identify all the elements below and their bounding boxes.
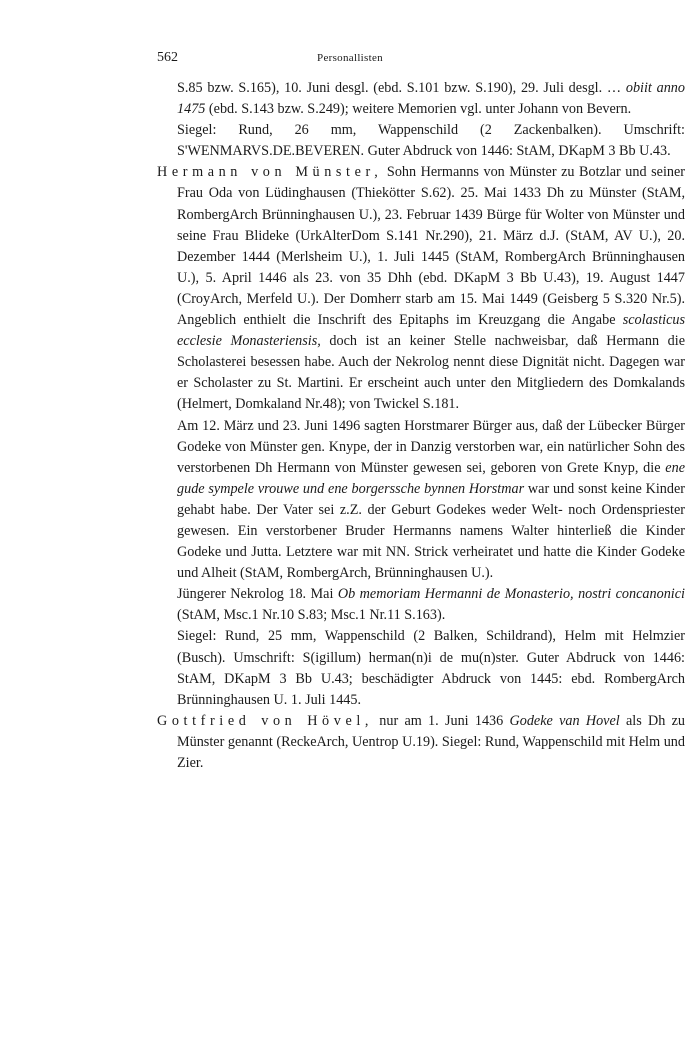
paragraph-nekrolog xyxy=(157,584,685,626)
entry-name: Gottfried von Hövel, xyxy=(157,712,374,729)
paragraph-siegel-hermann: Siegel: Rund, 25 mm, Wappenschild (2 Balken, Schildrand), Helm mit Helmzier (Busch). Umschrift: S(igillum) herman(n)i de mu(n)ster. Guter Abdruck von 1446: StAM, DKapM 3 Bb U.43; beschädigter Abdruck von 1445: ebd. RombergArch Brünninghausen U. 1. Juli 1445. xyxy=(177,628,685,708)
paragraph-siegel-bevern: Siegel: Rund, 26 mm, Wappenschild (2 Zackenbalken). Umschrift: S'WENMARVS.DE.BEVEREN. Guter Abdruck von 1446: StAM, DKapM 3 Bb U.43. xyxy=(177,122,685,160)
entry-hermann-von-muenster xyxy=(157,162,685,415)
text-run: Am 12. März und 23. Juni 1496 sagten Horstmarer Bürger aus, daß der Lübecker Bürger Godeke von Münster gen. Knype, der in Danzig verstorben war, ein natürlicher Sohn des verstorbenen Dh Hermann von Münster gewesen sei, geboren von Grete Knyp, die xyxy=(177,417,685,476)
entry-gottfried-von-hoevel xyxy=(157,711,685,774)
italic-quote: obiit anno 1475 xyxy=(177,80,685,118)
text-run: (StAM, Msc.1 Nr.10 S.83; Msc.1 Nr.11 S.163). xyxy=(177,607,446,624)
text-run: doch ist an keiner Stelle nachweisbar, daß Hermann die Scholasterei besessen habe. Auch der Nekrolog nennt diese Dignität nicht. Dagegen war er Scholaster zu St. Martini. Er erscheint auch unter den Mitgliedern des Domkalands (Helmert, Domkaland Nr.48); von Twickel S.181. xyxy=(177,333,685,413)
page-number: 562 xyxy=(157,50,178,65)
italic-quote: ene gude sympele vrouwe und ene borgerssche bynnen Horstmar xyxy=(177,459,685,497)
running-head: Personallisten xyxy=(317,52,383,64)
text-run: als Dh zu Münster genannt (ReckeArch, Uentrop U.19). Siegel: Rund, Wappenschild mit Helm und Zier. xyxy=(177,712,685,771)
italic-quote: Godeke van Hovel xyxy=(509,712,620,729)
text-run: nur am 1. Juni 1436 xyxy=(373,712,510,729)
paragraph-horstmar xyxy=(157,416,685,585)
text-run: (ebd. S.143 bzw. S.249); weitere Memorien vgl. unter Johann von Bevern. xyxy=(205,101,632,118)
text-run: Sohn Hermanns von Münster zu Botzlar und seiner Frau Oda von Lüdinghausen (Thiekötter S.62). 25. Mai 1433 Dh zu Münster (StAM, RombergArch Brünninghausen U.), 23. Februar 1439 Bürge für Wolter von Münster und seine Frau Blideke (UrkAlterDom S.141 Nr.290), 21. März d.J. (StAM, AV U.), 20. Dezember 1444 (Merlsheim U.), 1. Juli 1445 (StAM, RombergArch Brünninghausen U.), 5. April 1446 als 23. von 35 Dhh (ebd. DKapM 3 Bb U.43), 19. August 1447 (CroyArch, Merfeld U.). Der Domherr starb am 15. Mai 1449 (Geisberg 5 S.320 Nr.5). Angeblich enthielt die Inschrift des Epitaphs im Kreuzgang die Angabe xyxy=(177,164,685,329)
text-run: Jüngerer Nekrolog 18. Mai xyxy=(177,586,338,603)
paragraph-memorien xyxy=(157,78,685,120)
page-body xyxy=(157,78,685,774)
text-run: war und sonst keine Kinder gehabt habe. Der Vater sei z.Z. der Geburt Godekes weder Welt- noch Ordenspriester gewesen. Ein verstorbener Bruder Hermanns namens Walter hinterließ die Kinder Godeke und Jutta. Letztere war mit NN. Strick verheiratet und hatte die Kinder Godeke und Alheit (StAM, RombergArch, Brünninghausen U.). xyxy=(177,480,685,582)
text-run: S.85 bzw. S.165), 10. Juni desgl. (ebd. S.101 bzw. S.190), 29. Juli desgl. … xyxy=(177,80,626,96)
entry-name: Hermann von Münster, xyxy=(157,164,383,181)
italic-quote: Ob memoriam Hermanni de Monasterio, nostri concanonici xyxy=(337,586,685,603)
italic-quote: scolasticus ecclesie Monasteriensis, xyxy=(177,312,685,350)
